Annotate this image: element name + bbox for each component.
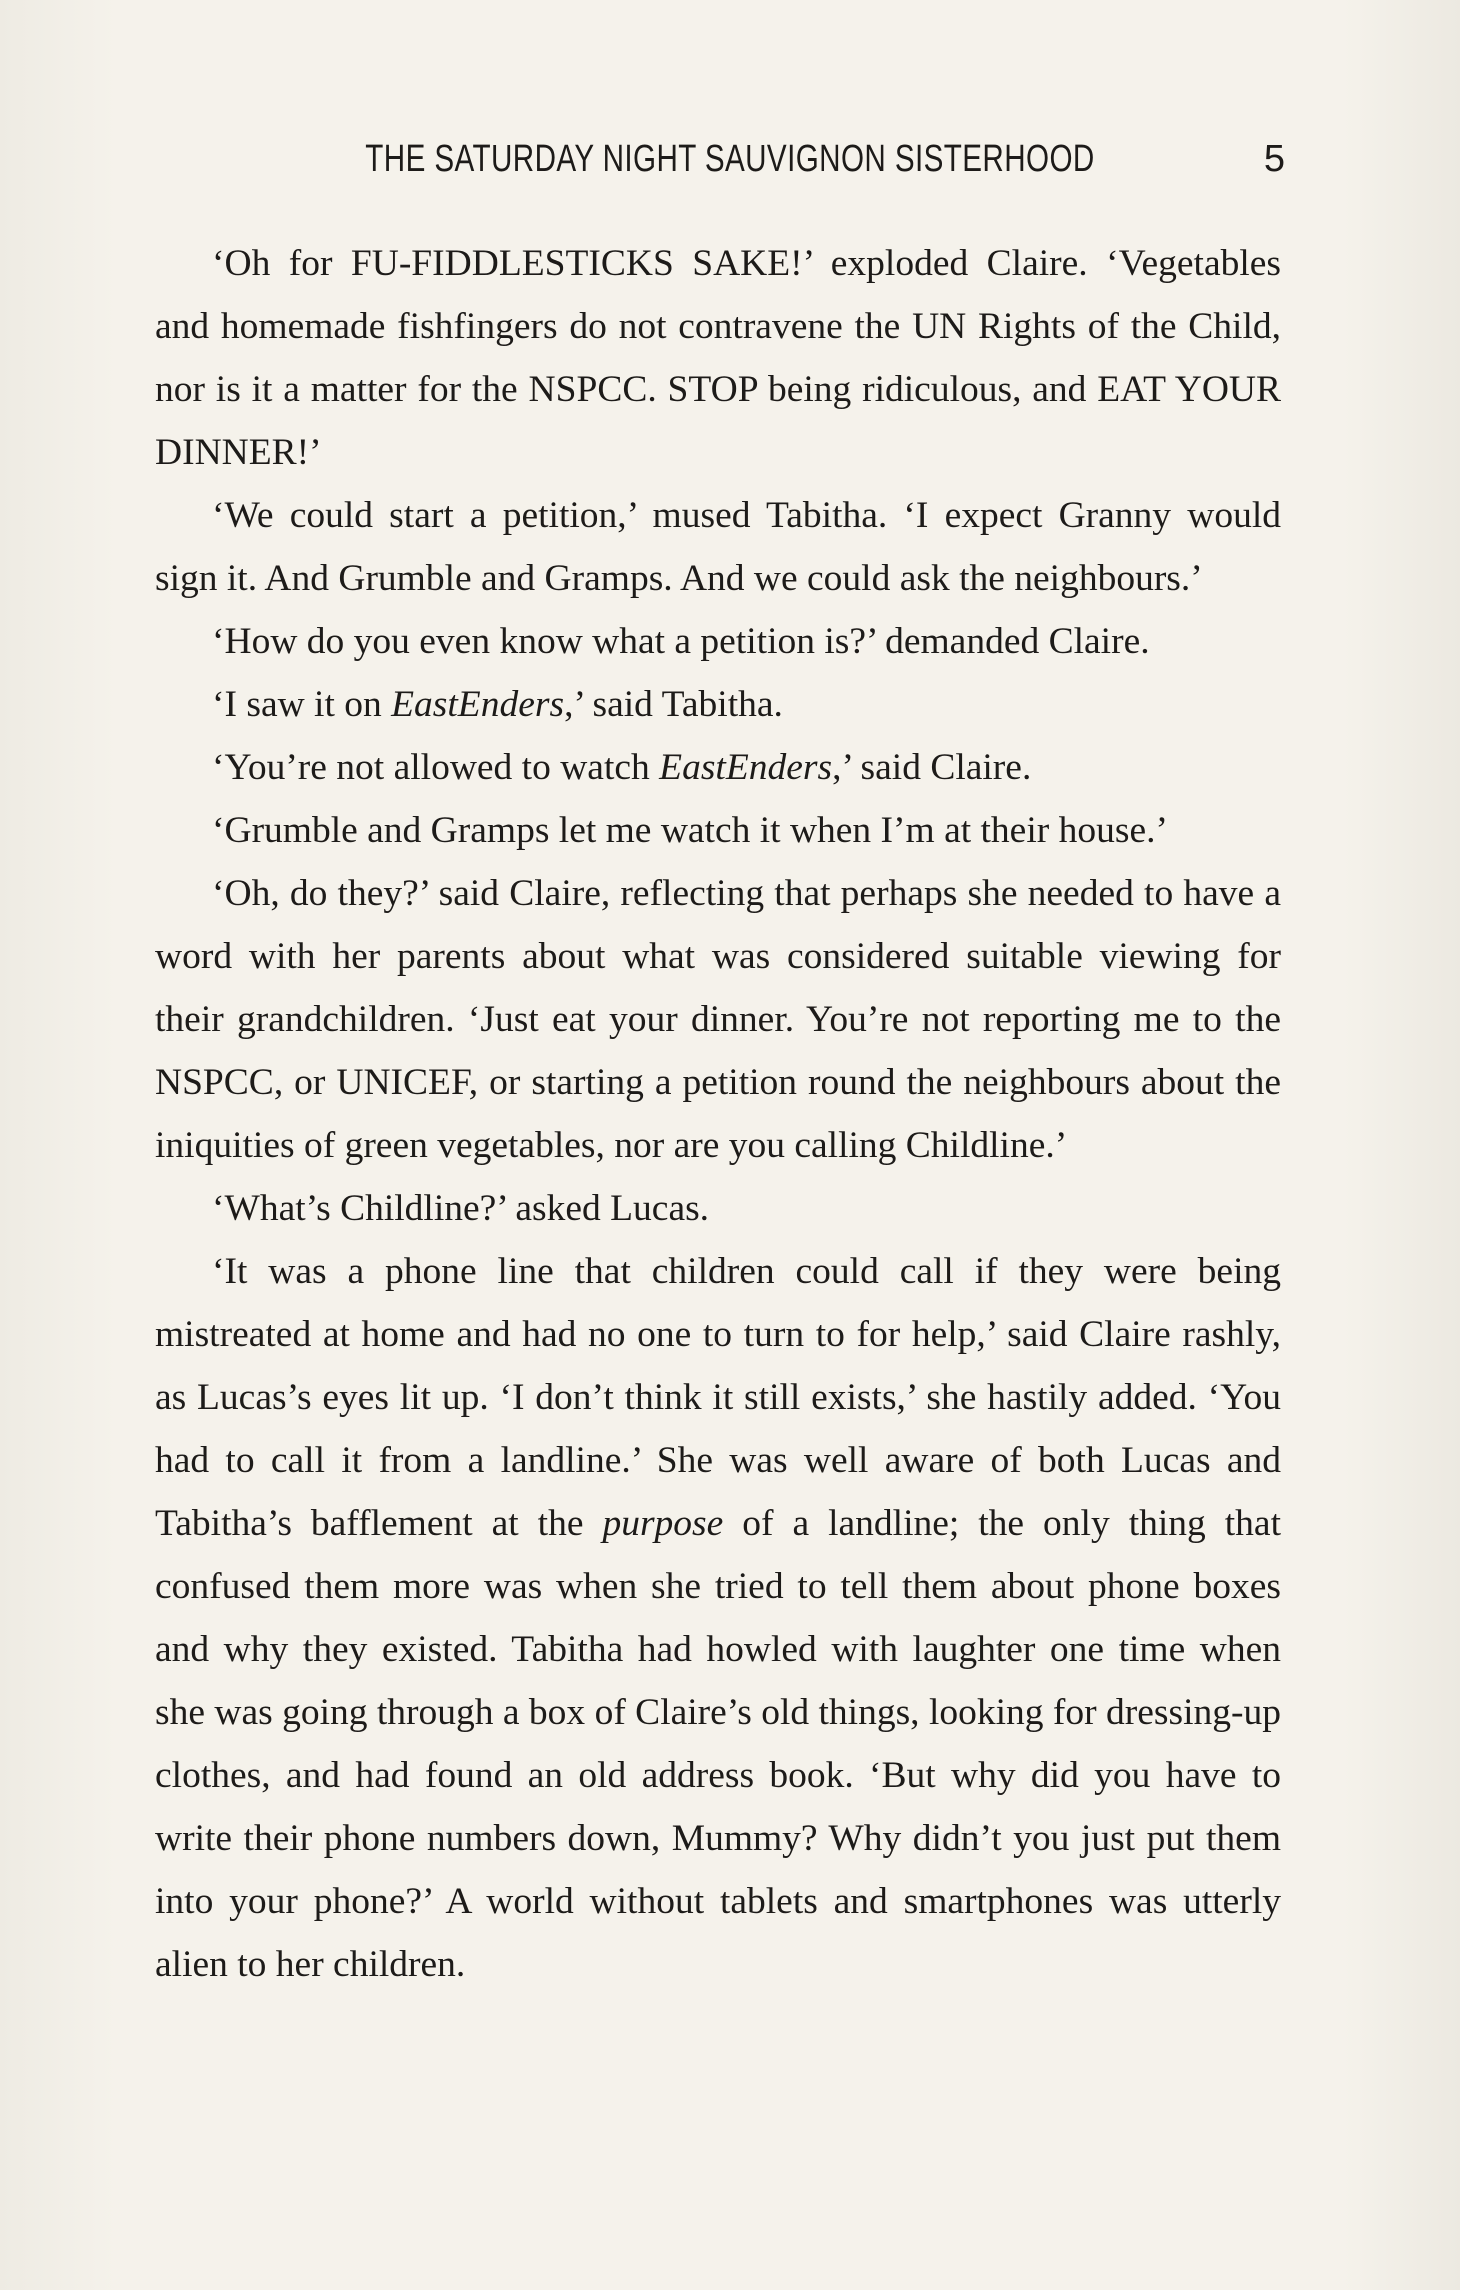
italic-word: purpose [602,1503,724,1544]
running-title: THE SATURDAY NIGHT SAUVIGNON SISTERHOOD [365,138,1095,180]
italic-title: EastEnders [659,747,833,788]
page-header [155,138,1305,188]
paragraph: ‘How do you even know what a petition is?’ demanded Claire. [212,621,1150,662]
paragraph: ‘Oh for FU-FIDDLESTICKS SAKE!’ exploded Claire. ‘Vegetables and homemade fishfingers do not contravene the UN Rights of the Child, nor is it a matter for the NSPCC. STOP being ridiculous, and EAT YOUR DINNER!’ [155,243,1281,473]
paragraph: ‘You’re not allowed to watch EastEnders,’ said Claire. [212,747,1032,788]
paragraph: ‘What’s Childline?’ asked Lucas. [212,1188,710,1229]
paragraph: ‘We could start a petition,’ mused Tabitha. ‘I expect Granny would sign it. And Grumble and Gramps. And we could ask the neighbours.’ [155,495,1281,599]
paragraph: ‘Grumble and Gramps let me watch it when I’m at their house.’ [212,810,1168,851]
page-number: 5 [1263,138,1285,180]
italic-title: EastEnders [391,684,565,725]
body-text [155,232,1281,1996]
paragraph: ‘It was a phone line that children could call if they were being mistreated at home and had no one to turn to for help,’ said Claire rashly, as Lucas’s eyes lit up. ‘I don’t think it still exists,’ she hastily added. ‘You had to call it from a landline.’ She was well aware of both Lucas and Tabitha’s bafflement at the purpose of a landline; the only thing that confused them more was when she tried to tell them about phone boxes and why they existed. Tabitha had howled with laughter one time when she was going through a box of Claire’s old things, looking for dressing-up clothes, and had found an old address book. ‘But why did you have to write their phone numbers down, Mummy? Why didn’t you just put them into your phone?’ A world without tablets and smartphones was utterly alien to her children. [155,1251,1281,1985]
paragraph: ‘I saw it on EastEnders,’ said Tabitha. [212,684,783,725]
paragraph: ‘Oh, do they?’ said Claire, reflecting that perhaps she needed to have a word with her parents about what was considered suitable viewing for their grandchildren. ‘Just eat your dinner. You’re not reporting me to the NSPCC, or UNICEF, or starting a petition round the neighbours about the iniquities of green vegetables, nor are you calling Childline.’ [155,873,1281,1166]
